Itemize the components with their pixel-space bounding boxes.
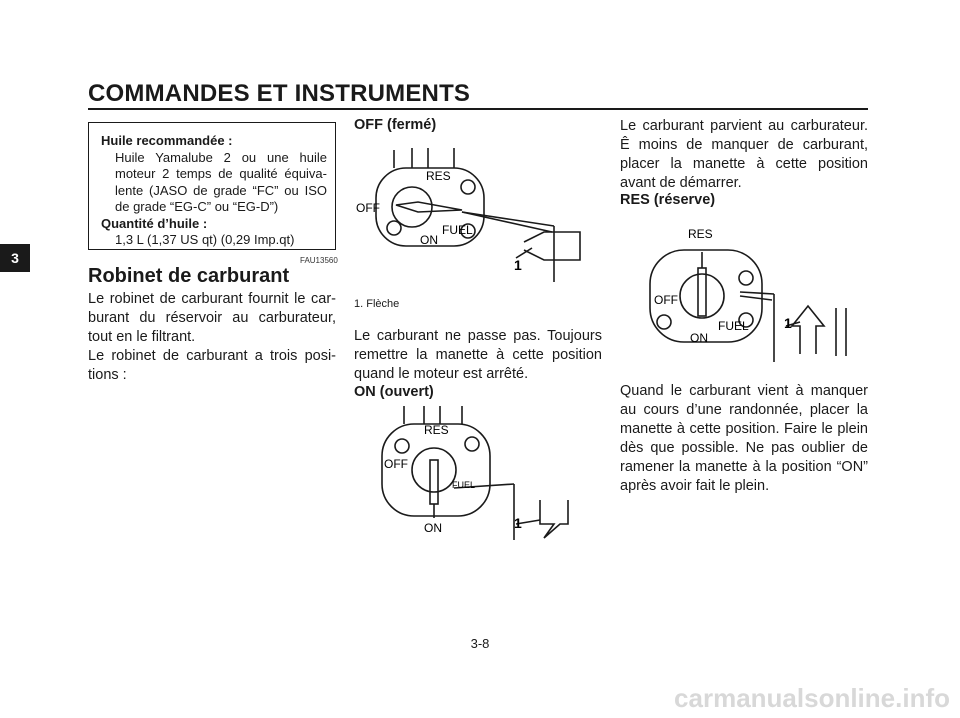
figure-caption: 1. Flèche [354,298,400,310]
off-fig-callout: 1 [514,257,522,273]
on-fig-callout: 1 [514,515,522,531]
section-code: FAU13560 [300,256,338,265]
on-heading: ON (ouvert) [354,384,434,400]
res-fig-res-label: RES [688,227,713,241]
off-fig-fuel-label: FUEL [442,223,473,237]
fuel-cock-off-figure [354,140,602,285]
quantity-value: 1,3 L (1,37 US qt) (0,29 Imp.qt) [115,232,295,247]
on-fig-res-label: RES [424,423,449,437]
chapter-tab: 3 [0,244,30,272]
off-paragraph: Le carburant ne passe pas. Toujours remettre la manette à cette position quand le moteur est arrêté. [354,328,602,382]
page-header-title: COMMANDES ET INSTRUMENTS [88,80,471,107]
off-fig-res-label: RES [426,169,451,183]
on-paragraph: Le carburant parvient au carburateur. Ê moins de manquer de carburant, placer la manette à cette position avant de démarrer. [620,118,868,191]
page-number: 3-8 [470,636,490,651]
oil-value: Huile Yamalube 2 ou une huile moteur 2 temps de qualité équiva-lente (JASO de grade “FC” ou ISO de grade “EG-C” ou “EG-D”) [115,149,327,214]
res-fig-fuel-label: FUEL [718,319,749,333]
quantity-label: Quantité d’huile : [101,215,208,231]
res-paragraph: Quand le carburant vient à manquer au cours d’une randonnée, placer la manette à cette position. Faire le plein dès que possible. Ne pas oublier de ramener la manette à la position “ON” après avoir fait le plein. [620,383,868,494]
watermark: carmanualsonline.info [674,683,950,713]
header-rule [88,108,868,110]
oil-label: Huile recommandée : [101,133,233,148]
on-fig-on-label: ON [424,521,442,535]
res-fig-callout: 1 [784,315,792,331]
oil-info-box [88,122,336,250]
fuel-cock-res-figure [620,222,868,367]
fuel-cock-on-figure [354,400,602,545]
off-fig-off-label: OFF [356,201,380,215]
off-fig-on-label: ON [420,233,438,247]
section-title: Robinet de carburant [88,265,290,287]
section-paragraph-1: Le robinet de carburant fournit le car-burant du réservoir au carburateur, tout en le filtrant. [88,291,336,345]
res-fig-off-label: OFF [654,293,678,307]
on-fig-fuel-label: FUEL [452,480,476,490]
on-fig-off-label: OFF [384,457,408,471]
res-fig-on-label: ON [690,331,708,345]
res-heading: RES (réserve) [620,192,716,208]
section-paragraph-2: Le robinet de carburant a trois posi-tions : [88,348,336,383]
off-heading: OFF (fermé) [354,117,437,133]
